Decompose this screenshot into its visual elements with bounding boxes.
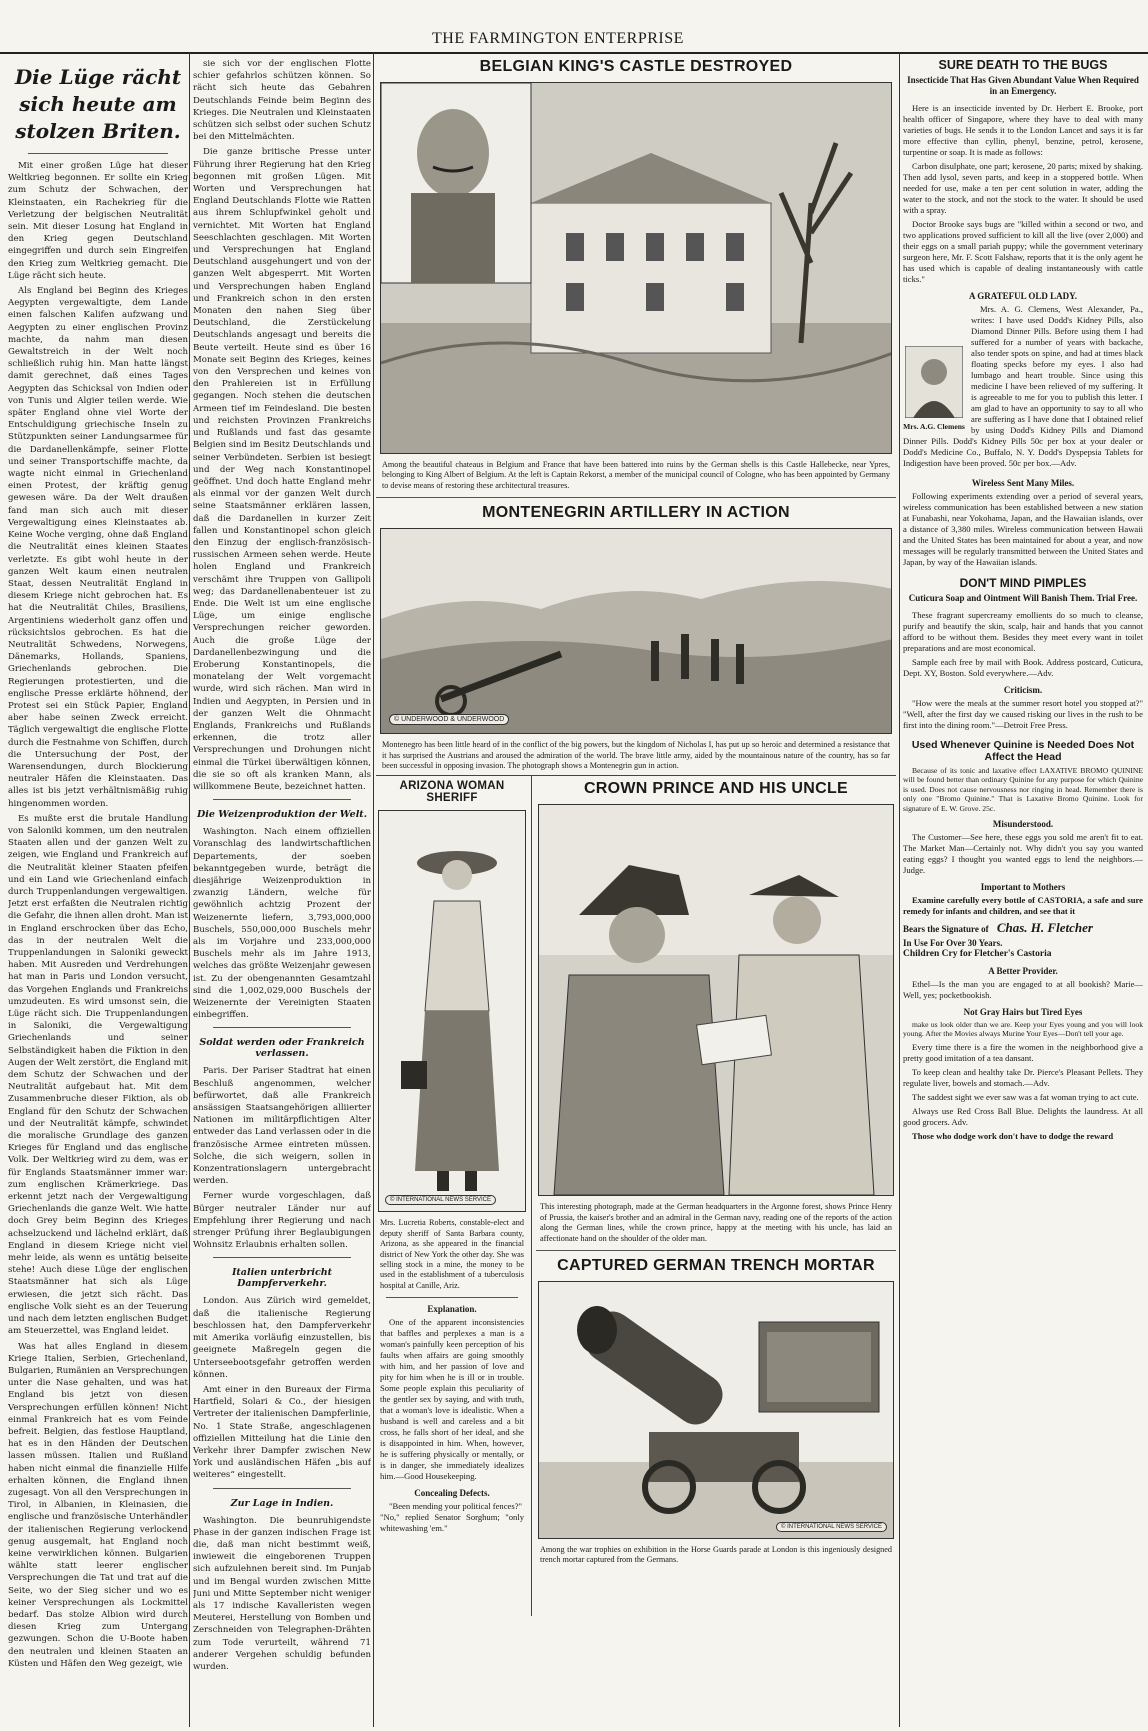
castoria-title: Important to Mothers — [980, 882, 1066, 893]
lower-photo-section — [376, 775, 896, 1616]
german-paragraph: Die ganze britische Presse unter Führung ihrer Regierung hat den Krieg begonnen mit großen Lügen. Mit Worten und Versprechungen hat England Deutschlands Flotte wie Ratten aus ihrem Schlupfwinkel geholt und vernichtet. Mit Worten hat England Seeschlachten geschlagen. Mit Worten und Versprechungen hat England Deutschland ausgehungert und von der ganzen Welt abgesperrt. Mit Worten und Versprechungen haben England und Frankreich schon in den ersten Monaten den nahen Sieg über Deutschland, die Zerstückelung Deutschlands angesagt und bereits die Beute verteilt. Heute sind es über 16 Monate seit Beginn des Krieges, keines von den Versprechen und keines von den Prahlereien ist in Erfüllung gegangen. Noch stehen die deutschen Armeen tief im Feindesland. Die besten und reichsten Provinzen Frankreichs und Rußlands und fast das gesamte Belgien sind im Besitz Deutschlands und seiner Verbündeten. Serbien ist besiegt und der Weg nach Konstantinopel geöffnet. Und doch hatte England mehr als einmal vor der ganzen Welt durch seine Staatsmänner erklären lassen, daß die Dardanellen in kurzer Zeit fallen und Konstantinopel schon gleich den Einzug der englisch-französisch-russischen Armeen sehen werde. Heute holen England und Frankreich verschämt ihre Truppen von Gallipoli weg; das Dardanellenabenteuer ist zu Ende. Die Welt ist um eine englische Lüge, um einige englische Versprechungen reicher geworden. Auch die große Lüge der Dardanellenbezwingung und die Eroberung Konstantinopels, die monatelang der Welt vorgemacht wurde, wird sich rächen. Man wird in Indien und Aegypten, in Persien und in der ganzen Welt die Ohnmacht Englands, Frankreichs und Rußlands erkennen, die trotz aller Versprechungen und Drohungen nicht einmal die Türkei überwältigen können, die sie so oft als kranken Mann, als willkommene Beute, bezeichnet hatten. — [193, 147, 371, 792]
portrait-image — [905, 346, 963, 418]
bugs-subtitle: Insecticide That Has Given Abundant Value When Required in an Emergency. — [907, 75, 1139, 96]
german-paragraph: Es mußte erst die brutale Handlung von Saloniki kommen, um den neutralen Staaten allen und der ganzen Welt zu zeigen, wie England und Frankreich auf die Neutralität kleiner Staaten pfeifen und ein Land wie Griechenland einfach durch Truppenlandungen vergewaltigen. Jetzt erst erfaßten die Neutralen richtig die Gefahr, die ihnen allen droht. Man ist in England erschrocken über das Echo, das in der neutralen Welt die Truppenlandungen in Saloniki geweckt haben. Mit Ausreden und Verdrehungen hat man in Paris und London versucht, das Vorgehen Englands und Frankreichs umzudeuten. Es wird umsonst sein, die Lüge rächt sich. Die Truppenlandungen in Saloniki, die Vergewaltigung Griechenlands und seiner Selbständigkeit haben die Fiktion in den Augen der Welt zerstört, die England mit dem Schutz der Schwachen und der Neutralität aufgebaut hat. Mit dem Zusammenbruche dieser Fiktion, als ob England für den Schutz der Schwachen und der Neutralität kämpfe, schwindet die moralische Grundlage des ganzen Krieges für England und das englische Volk. Der Weltkrieg wird zu dem, was er für Englands Staatsmänner immer war: zum englischen Krämerkriege. Das erkennt jetzt nach der Vergewaltigung Griechenlands die ganze Welt. Wie hatte doch Grey beim Beginn des Krieges achselzuckend und lächelnd erklärt, daß England in diesem Kriege nicht viel mehr leide, als wenn es untätig beiseite stehe! Auch diese Lüge der englischen Staatsmänner hat sich als Lüge erwiesen, die jetzt sich rächt. Das englische Volk sieht es an der Teuerung und nach dem letzten englischen Budget am Steuerzettel, was England leidet. — [8, 813, 188, 1337]
right-column — [903, 58, 1143, 1728]
sheriff-caption: Mrs. Lucretia Roberts, constable-elect and deputy sheriff of Santa Barbara county, Arizona, as she appeared in the financial district of New York the other day. She was selling stock in a mine, the money to be used in the establishment of a tuberculosis hospital at Canille, Ariz. — [380, 1218, 524, 1290]
bugs-text: Doctor Brooke says bugs are "killed within a second or two, and two applications proved sufficient to kill all the live (over 2,000) and their eggs on a small pariah puppy; while the government veterinary surgeon here, Mr. F. Scott Falshaw, reports that it is the only agent he has used which is capable of dealing instantaneously with cattle ticks." — [903, 219, 1143, 284]
german-column-1 — [8, 58, 188, 1728]
quinine-title: Used Whenever Quinine is Needed Does Not Affect the Head — [911, 739, 1135, 763]
criticism-text: "How were the meals at the summer resort hotel you stopped at?" "Well, after the first day we caused risking our lives in the rush to be first into the dining room."—Detroit Free Press. — [903, 698, 1143, 730]
defects-title: Concealing Defects. — [414, 1488, 490, 1499]
bugs-text: Carbon disulphate, one part; kerosene, 20 parts; mixed by shaking. Then add lysol, seven parts, and keep in a stoppered bottle. When needed for use, make a ten per cent solution in water, adding the water to the stock, and not the stock to the water. It should be used with a spray. — [903, 161, 1143, 215]
german-column-2 — [193, 58, 371, 1728]
castoria-text: Examine carefully every bottle of CASTORIA, a safe and sure remedy for infants and children, and see that it — [903, 895, 1143, 917]
ins-credit: © INTERNATIONAL NEWS SERVICE — [776, 1522, 887, 1532]
column-rule — [373, 52, 374, 1727]
crown-title: CROWN PRINCE AND HIS UNCLE — [583, 780, 849, 798]
fire-text: Every time there is a fire the women in the neighborhood give a pretty good imitation of a tea dansant. — [903, 1041, 1143, 1063]
column-rule — [899, 52, 900, 1727]
belgian-title: BELGIAN KING'S CASTLE DESTROYED — [479, 58, 793, 75]
quinine-text: Because of its tonic and laxative effect LAXATIVE BROMO QUININE will be found better than ordinary Quinine for any purpose for which Quinine is used. Does not cause nervousness nor ringing in head. Remember there is only one "Bromo Quinine." That is Laxative Bromo Quinine. Look for signature of E. W. Grove. 25c. — [903, 766, 1143, 813]
divider — [213, 1488, 351, 1489]
bugs-text: Here is an insecticide invented by Dr. Herbert E. Brooke, port health officer of Singapore, where they have to deal with many varieties of bugs. He sends it to the London Lancet and says it is far more effective than cyllin, phenyl, benzine, petrol, kerosene, turpentine or soap. It is made as follows: — [903, 103, 1143, 157]
masthead — [0, 22, 1148, 54]
defects-text: "Been mending your political fences?" "No," replied Senator Sorghum; "only whitewashing 'em." — [380, 1501, 524, 1534]
german-headline: Die Lüge rächt sich heute am stolzen Briten. — [14, 65, 182, 143]
clemens-portrait — [903, 346, 965, 431]
divider — [536, 1250, 896, 1251]
blue-text: Always use Red Cross Ball Blue. Delights the laundress. At all good grocers. Adv. — [903, 1105, 1143, 1127]
castoria-cry: Children Cry for Fletcher's Castoria — [903, 949, 1052, 960]
gray-title: Not Gray Hairs but Tired Eyes — [963, 1007, 1083, 1018]
saddest-text: The saddest sight we ever saw was a fat woman trying to act cute. — [912, 1091, 1139, 1102]
divider — [28, 153, 168, 154]
explanation-text: One of the apparent inconsistencies that baffles and perplexes a man is a woman's painfully keen perception of his faults when affairs are going smoothly with him, and her passion of love and pity for him when he is ill or in trouble. Some people explain this peculiarity of the gentler sex by saying, and with truth, that a woman's love is idealistic. When a husband is well and careless and a bit cross, he falls short of her ideal, and she is disappointed in him. When, however, he is suffering physically or mentally, or is in danger, she immediately idealizes him.—Good Housekeeping. — [380, 1317, 524, 1482]
montenegrin-photo — [380, 528, 892, 734]
pimples-subtitle: Cuticura Soap and Ointment Will Banish Them. Trial Free. — [908, 593, 1138, 603]
provider-title: A Better Provider. — [988, 966, 1058, 977]
mortar-image — [539, 1282, 894, 1538]
column-rule — [189, 52, 190, 1727]
wireless-text: Following experiments extending over a period of several years, wireless communication has been established between a new station at Funabashi, near Yokohama, Japan, and the Hawaiian islands, over a distance of 3,380 miles. Wireless communication between Hawaii and the United States has been maintained for about a year, and now messages will be regularly transmitted between the United States and Japan, by way of the Hawaiian islands. — [903, 491, 1143, 567]
mortar-title: CAPTURED GERMAN TRENCH MORTAR — [557, 1257, 875, 1275]
soldat-text: Paris. Der Pariser Stadtrat hat einen Beschluß angenommen, welcher befürwortet, daß alle Frankreich ansässigen Staatsangehörigen alliierter Nationen im militärpflichtigen Alter entweder das Land verlassen oder in die französische Armee eintreten müssen. Solche, die sich weigern, sollen in Konzentrationslagern untergebracht werden. — [193, 1066, 371, 1187]
masthead-title: THE FARMINGTON ENTERPRISE — [432, 30, 684, 47]
ins-credit: © INTERNATIONAL NEWS SERVICE — [385, 1195, 496, 1205]
pimples-title: DON'T MIND PIMPLES — [959, 576, 1087, 590]
portrait-label: Mrs. A.G. Clemens — [903, 422, 965, 431]
castle-image — [381, 83, 892, 453]
crown-caption: This interesting photograph, made at the German headquarters in the Argonne forest, shows Prince Henry of Prussia, the kaiser's brother and an admiral in the German navy, reading one of the reports of the action along the German lines, while the crown prince, happy at the meeting with his uncle, has laid an affectionate hand on the shoulder of the older man. — [540, 1202, 892, 1243]
misunderstood-text: The Customer—See here, these eggs you sold me aren't fit to eat. The Market Man—Certainly not. Why didn't you say you wanted eating eggs? I thought you wanted eggs to lend the neighbors.—Judge. — [903, 832, 1143, 876]
explanation-title: Explanation. — [427, 1304, 477, 1315]
sheriff-block — [376, 780, 528, 1534]
underwood-credit: © UNDERWOOD & UNDERWOOD — [389, 714, 509, 725]
column-rule — [531, 776, 532, 1616]
crown-photo — [538, 804, 894, 1196]
wireless-title: Wireless Sent Many Miles. — [971, 478, 1075, 488]
weizen-heading: Die Weizenproduktion der Welt. — [197, 809, 367, 821]
photo-column — [376, 58, 896, 1728]
german-paragraph: Mit einer großen Lüge hat dieser Weltkrieg begonnen. Er sollte ein Krieg zum Schutz der Schwachen, der Kleinstaaten, ein Rachekrieg für die Verletzung der belgischen Neutralität sein. Mit dieser Losung hat England in den Krieg gegen Deutschland eingegriffen und durch sein Eingreifen den Krieg zum Weltkrieg gemacht. Die Lüge rächt sich heute. — [8, 161, 188, 281]
fletcher-signature: Chas. H. Fletcher — [996, 920, 1093, 936]
artillery-image — [381, 529, 892, 733]
criticism-title: Criticism. — [1003, 685, 1043, 695]
soldat-heading: Soldat werden oder Frankreich verlassen. — [199, 1037, 365, 1060]
pierce-text: To keep clean and healthy take Dr. Pierce's Pleasant Pellets. They regulate liver, bowels and stomach.—Adv. — [903, 1066, 1143, 1088]
german-paragraph: Was hat alles England in diesem Kriege Italien, Serbien, Griechenland, Bulgarien, Rumänien an Versprechungen unter die Nase gehalten, und was hat England bis jetzt von diesen Versprechungen erfüllen können! Nicht einmal Frankreich hat es vom Feinde befreit. Belgien, das festlose Hauptland, hat es in den Händen der Deutschen lassen müssen. Italien und Rußland haben nicht einmal die finanzielle Hilfe erhalten können, die England ihnen zugesagt. Von all den Versprechungen in Tirol, in Albanien, in Kleinasien, die englische und französische Unterhändler der italienischen Regierung verlockend genug ausgemalt, hat England noch keine verwirklichen können. Bulgarien wählte statt leerer englischer Versprechungen die Tat und trat auf die Seite, wo der Sieg sicher und wo es keiner Versprechungen als Lockmittel bedarf. Das stolze Albion wird durch diesen Krieg zum Untergang gezwungen. Schon die U-Boote haben den neutralen und kleinen Staaten an Küsten und Häfen den Weg gezeigt, wie — [8, 1341, 188, 1669]
woman-image — [379, 811, 526, 1211]
montenegrin-title: MONTENEGRIN ARTILLERY IN ACTION — [482, 504, 790, 522]
dodge-text: Those who dodge work don't have to dodge the reward — [912, 1130, 1114, 1141]
mortar-caption: Among the war trophies on exhibition in the Horse Guards parade at London is this ingeniously designed trench mortar captured from the Germans. — [540, 1545, 892, 1565]
lady-text: Mrs. A. G. Clemens, West Alexander, Pa., writes: I have used Dodd's Kidney Pills, also Diamond Dinner Pills. Before using them I had suffered for a number of years with backache, also tender spots on spine, and had at times black floating specks before my eyes. I also had lumbago and heart trouble. Since using this medicine I have been relieved of my suffering. It is agreeable to me for you to publish this letter. I am glad to have an opportunity to say to all who are suffering as I have done that I obtained relief by using Dodd's Kidney Pills and Diamond Dinner Pills. Dodd's Kidney Pills 50c per box at your dealer or Dodd's Medicine Co., Buffalo, N. Y. Dodd's Dyspepsia Tablets for Indigestion have been proved. 50c per box.—Adv. — [903, 304, 1143, 468]
german-paragraph: Als England bei Beginn des Krieges Aegypten vergewaltigte, dem Lande einen falschen Kalifen aufzwang und Aegypten zu einer englischen Provinz machte, da nahm man diesen Gewaltstreich in der Welt noch schließlich ruhig hin. Man hatte längst damit gerechnet, daß eines Tages Aegypten das Schicksal von Indien oder von Tunis und Algier teilen werde. Wie später England ohne viel Worte der Entschuldigung griechische Inseln zu Stützpunkten seiner Landungsarmee für die Dardanellenkämpfe, seiner Flotte und seiner Transportschiffe machte, da wagte nicht einmal in Griechenland einen Protest, der kräftig genug gewesen wäre. Da der Welt draußen fand man sich auch mit dieser Vergewaltigung eines Kleinstaates ab. Keine Woche verging, ohne daß England die Neutralität eines kleinen Staates verletzte. Es gibt wohl heute in der ganzen Welt kaum einen neutralen Staat, dessen Neutralität England in diesem Kriege nicht gebrochen hat. Es hat die Neutralität Chiles, Brasiliens, Argentiniens wiederholt ganz offen und rücksichtslos gebrochen. Es hat die Neutralität Schwedens, Norwegens, Dänemarks, Hollands, Spaniens, Griechenlands gebrochen. Die Regierungen protestierten, und die englische Presse erklärte höhnend, der Protest sei ein Stück Papier, England aber habe seinen Zweck erreicht. Täglich vergewaltigt die englische Flotte durch die Festnahme von Schiffen, durch die Untersuchung der Post, der Warensendungen, durch Blockierung neutraler Häfen die Kleinstaaten. Das alles ist bis jetzt verhältnismäßig ruhig hingenommen worden. — [8, 286, 188, 809]
italien-text-2: Amt einer in den Bureaux der Firma Hartfield, Solari & Co., der hiesigen Vertreter der italienischen Dampferlinie, No. 1 State Straße, angeschlagenen offiziellen Mitteilung hat die Linie den Verkehr ihrer Dampfer zwischen New York und ausländischen Häfen „bis auf weiteres“ eingestellt. — [193, 1384, 371, 1481]
pimples-text-2: Sample each free by mail with Book. Address postcard, Cuticura, Dept. XY, Boston. Sold everywhere.—Adv. — [903, 657, 1143, 678]
italien-text: London. Aus Zürich wird gemeldet, daß die italienische Regierung beschlossen hat, den Dampferverkehr mit Amerika vorläufig einzustellen, bis geeignete Maßregeln gegen die Unterseebootsgefahr getroffen werden können. — [193, 1296, 371, 1380]
indien-text: Washington. Die beunruhigendste Phase in der ganzen indischen Frage ist die, daß man nicht bestimmt weiß, inwieweit die eingeborenen Truppen sich aufzulehnen bereit sind. Im Punjab und im Bengal wurden zwischen Mitte Juni und Mitte September nicht weniger als 17 indische Kavalleristen wegen Meuterei, Herstellung von Bomben und Zerschneiden von Telegraphen-Drähten zum Tode verurteilt, während 71 anderer Vergehen schuldig befunden wurden. — [193, 1515, 371, 1672]
bugs-title: SURE DEATH TO THE BUGS — [938, 58, 1108, 72]
divider — [386, 1297, 518, 1298]
castoria-bears — [903, 920, 1143, 936]
german-paragraph: sie sich vor der englischen Flotte schier gefahrlos schützen können. So rächt sich heute das Gebahren Deutschlands Feinde beim Beginn des Krieges. Die Neutralen und Kleinstaaten schützen sich selbst oder suchen Schutz bei den Mittelmächten. — [193, 59, 371, 143]
belgian-photo — [380, 82, 892, 454]
divider — [213, 1027, 351, 1028]
castoria-use: In Use For Over 30 Years. — [903, 938, 1003, 949]
pimples-text: These fragrant supercreamy emollients do so much to cleanse, purify and beautify the skin, scalp, hair and hands that you cannot afford to be without them. Besides they meet every want in toilet preparations and are most economical. — [903, 610, 1143, 653]
misunderstood-title: Misunderstood. — [992, 819, 1054, 830]
gray-text: make us look older than we are. Keep your Eyes young and you will look young. After the Movies always Murine Your Eyes—Don't tell your age. — [903, 1020, 1143, 1039]
officers-image — [539, 805, 894, 1195]
indien-heading: Zur Lage in Indien. — [230, 1497, 334, 1509]
divider — [213, 1257, 351, 1258]
lady-title: A GRATEFUL OLD LADY. — [968, 291, 1078, 301]
mortar-photo — [538, 1281, 894, 1539]
soldat-text-2: Ferner wurde vorgeschlagen, daß Bürger neutraler Länder nur auf Empfehlung ihrer Regierung und nach strenger Prüfung ihrer Beglaubigungen Wohnsitz Erlaubnis erhalten sollen. — [193, 1191, 371, 1251]
divider — [376, 497, 896, 498]
sheriff-title: ARIZONA WOMAN SHERIFF — [399, 780, 505, 805]
sheriff-photo — [378, 810, 526, 1212]
provider-text: Ethel—Is the man you are engaged to at all bookish? Marie—Well, yes; pocketbookish. — [903, 979, 1143, 1001]
castoria-bears-label: Bears the Signature of — [903, 924, 989, 935]
divider — [213, 799, 351, 800]
montenegrin-caption: Montenegro has been little heard of in the conflict of the big powers, but the kingdom of Nicholas I, has put up so heroic and determined a resistance that it has surprised the Austrians and aroused the admiration of the world. The brave little army, aided by the mountainous nature of the country, has so far been successful in opposing invasion. The photograph shows a Montenegrin gun in action. — [382, 740, 890, 771]
italien-heading: Italien unterbricht Dampferverkehr. — [231, 1267, 333, 1290]
crown-mortar-block — [536, 780, 896, 1571]
weizen-text: Washington. Nach einem offiziellen Voranschlag des landwirtschaftlichen Departements, der soeben bekanntgegeben wurde, beträgt die diesjährige Weizenproduktion in zwanzig Ländern, welche für gewöhnlich achtzig Prozent der Weizenernte liefern, 3,793,000,000 Buschels, 550,000,000 Buschels mehr als im Vorjahre und 233,000,000 Buschels mehr als im Jahre 1913, welches das größte Weizenjahr gewesen ist. Zu der obengenannten Gesamtzahl sind die 1,002,029,000 Buschels der Weizenernte der Vereinigten Staaten einbegriffen. — [193, 827, 371, 1021]
belgian-caption: Among the beautiful chateaus in Belgium and France that have been battered into ruins by the German shells is this Castle Hallebecke, near Ypres, belonging to King Albert of Belgium. At the left is Captain Rekorst, a member of the municipal council of Cologne, who has been appointed by Germany to devise means of restoring these architectural treasures. — [382, 460, 890, 490]
